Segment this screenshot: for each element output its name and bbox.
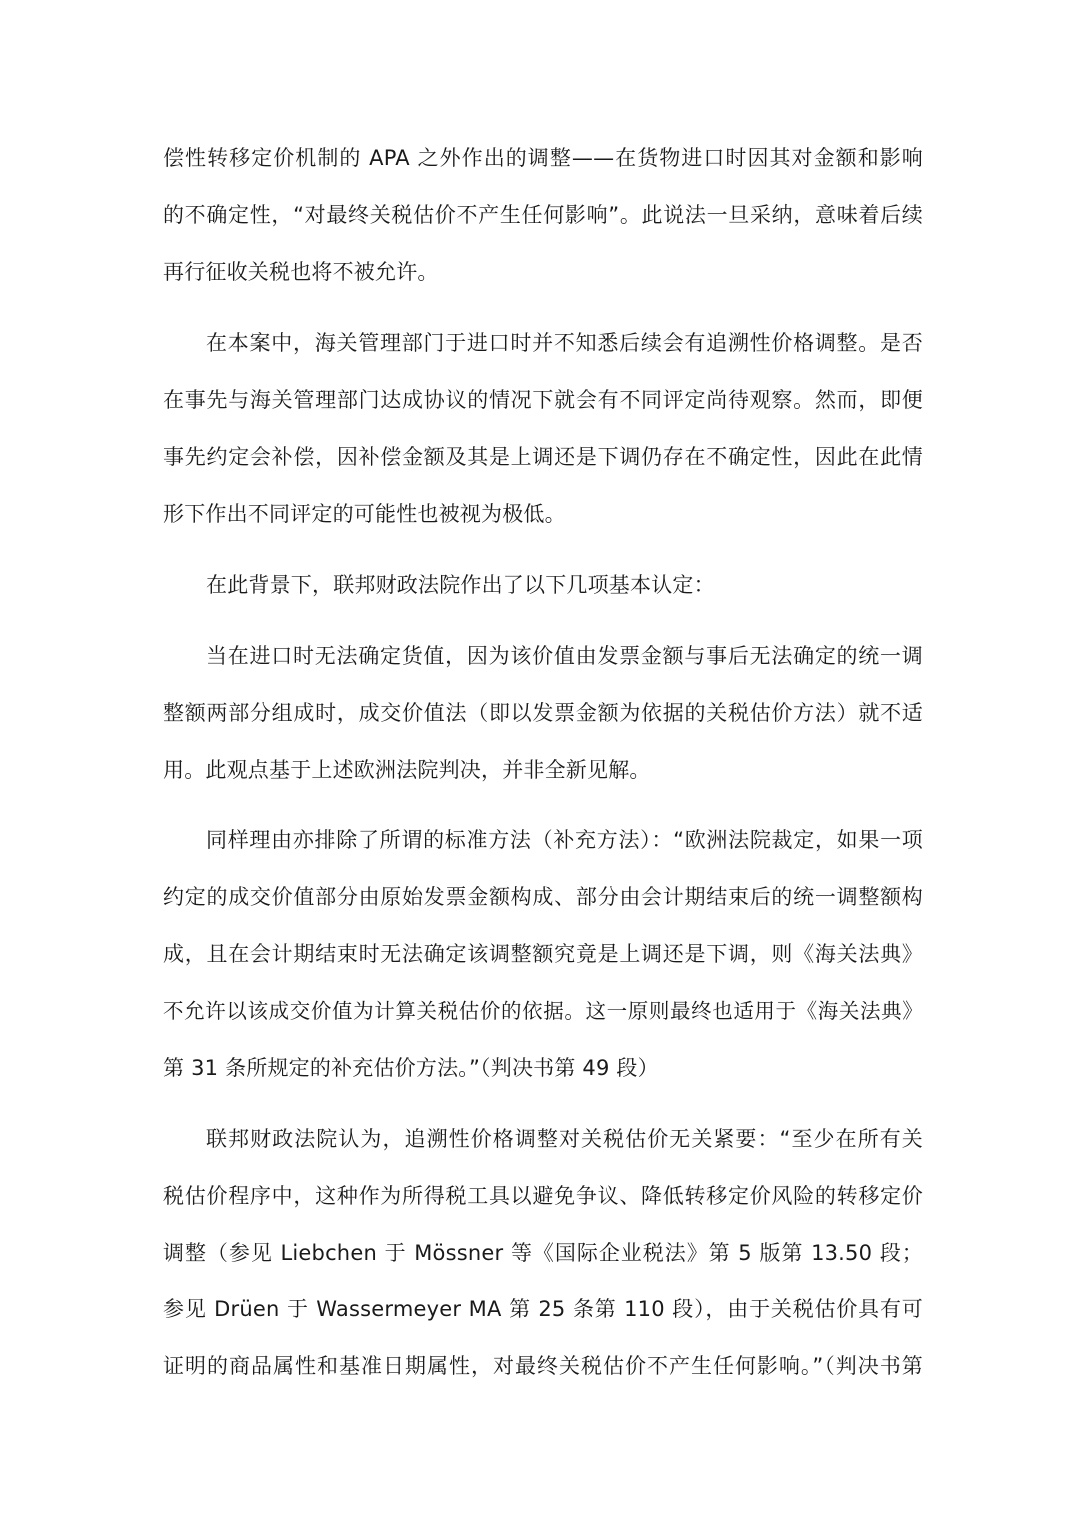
body-text-line: 当在进口时无法确定货值，因为该价值由发票金额与事后无法确定的统一调 — [206, 644, 923, 668]
body-text-line: 事先约定会补偿，因补偿金额及其是上调还是下调仍存在不确定性，因此在此情 — [163, 445, 923, 469]
body-text-line: 同样理由亦排除了所谓的标准方法（补充方法）：“欧洲法院裁定，如果一项 — [206, 828, 923, 852]
body-text-line: 在本案中，海关管理部门于进口时并不知悉后续会有追溯性价格调整。是否 — [206, 331, 923, 355]
body-text-line: 用。此观点基于上述欧洲法院判决，并非全新见解。 — [163, 758, 651, 782]
body-text-line: 调整（参见 Liebchen 于 Mössner 等《国际企业税法》第 5 版第 13.50 段； — [163, 1241, 923, 1265]
body-text-line: 形下作出不同评定的可能性也被视为极低。 — [163, 502, 566, 526]
body-text-line: 联邦财政法院认为，追溯性价格调整对关税估价无关紧要：“至少在所有关 — [206, 1127, 923, 1151]
body-text-line: 第 31 条所规定的补充估价方法。”（判决书第 49 段） — [163, 1056, 659, 1080]
body-text-line: 偿性转移定价机制的 APA 之外作出的调整——在货物进口时因其对金额和影响 — [163, 146, 923, 170]
body-text-line: 在此背景下，联邦财政法院作出了以下几项基本认定： — [206, 573, 715, 597]
body-text-line: 再行征收关税也将不被允许。 — [163, 260, 439, 284]
body-text-line: 的不确定性，“对最终关税估价不产生任何影响”。此说法一旦采纳，意味着后续 — [163, 203, 923, 227]
body-text-line: 成，且在会计期结束时无法确定该调整额究竟是上调还是下调，则《海关法典》 — [163, 942, 923, 966]
body-text-line: 不允许以该成交价值为计算关税估价的依据。这一原则最终也适用于《海关法典》 — [163, 999, 923, 1023]
body-text-line: 约定的成交价值部分由原始发票金额构成、部分由会计期结束后的统一调整额构 — [163, 885, 923, 909]
body-text-line: 税估价程序中，这种作为所得税工具以避免争议、降低转移定价风险的转移定价 — [163, 1184, 923, 1208]
body-text-line: 在事先与海关管理部门达成协议的情况下就会有不同评定尚待观察。然而，即便 — [163, 388, 923, 412]
body-text-line: 整额两部分组成时，成交价值法（即以发票金额为依据的关税估价方法）就不适 — [163, 701, 923, 725]
body-text-line: 参见 Drüen 于 Wassermeyer MA 第 25 条第 110 段），由于关税估价具有可 — [163, 1297, 923, 1321]
body-text-line: 证明的商品属性和基准日期属性，对最终关税估价不产生任何影响。”（判决书第 — [163, 1354, 923, 1378]
